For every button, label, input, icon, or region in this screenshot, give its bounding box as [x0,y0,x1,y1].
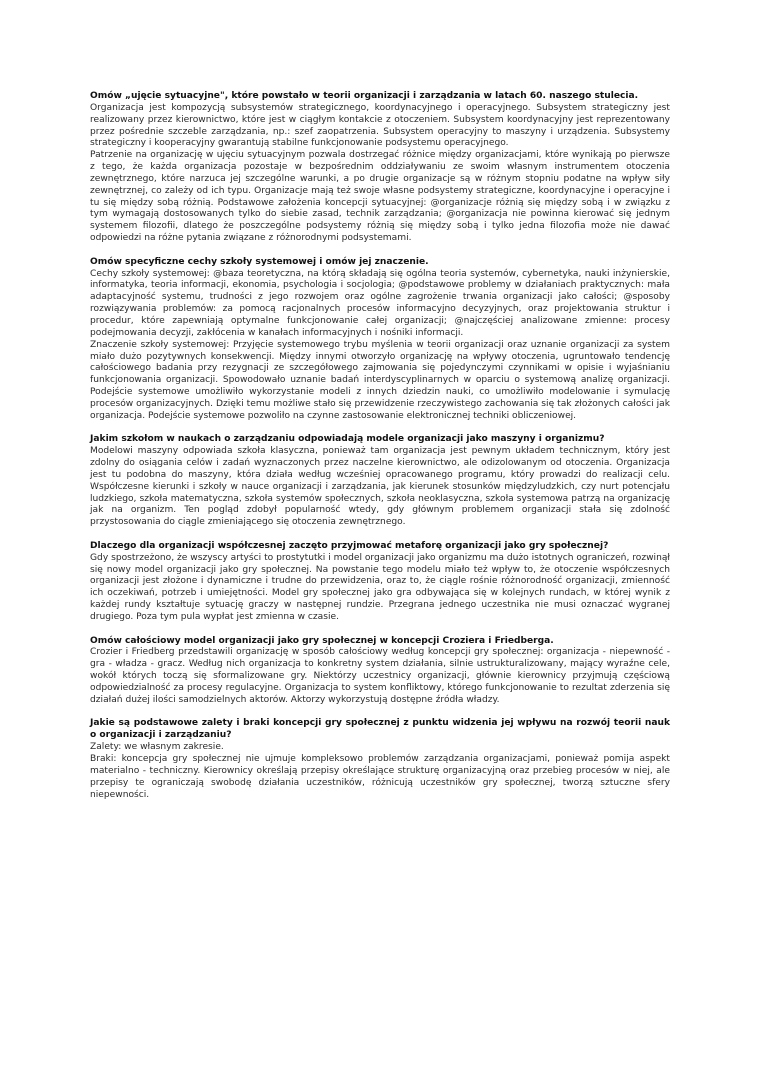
question-heading: Omów całościowy model organizacji jako gry społecznej w koncepcji Croziera i Friedberga. [90,635,554,646]
document-page [90,91,670,813]
question-heading: Omów „ujęcie sytuacyjne", które powstało w teorii organizacji i zarządzania w latach 60. naszego stulecia. [90,91,639,101]
answer-paragraph: Patrzenie na organizację w ujęciu sytuacyjnym pozwala dostrzegać różnice między organizacjami, które wynikają po pierwsze z tego, że każda organizacja pozostaje w bezpośrednim oddziaływaniu ze swoim własnym instrumentem otoczenia zewnętrznego, które narzuca jej szczególne warunki, a po drugie organizacje są w różnym stopniu podatne na wpływ siły zewnętrznej, co zależy od ich typu. Organizacje mają też swoje własne podsystemy strategiczne, koordynacyjne i operacyjne i tu się między sobą różnią. Podstawowe założenia koncepcji sytuacyjnej: @organizacje różnią się między sobą i w związku z tym wymagają dostosowanych tylko do siebie zasad, technik zarządzania; @organizacja nie powinna kierować się jednym systemem filozofii, dlatego że poszczególne podsystemy różnią się między sobą i tylko jedna filozofia może nie dawać odpowiedzi na różne pytania związane z różnorodnymi podsystemami. [90,150,670,244]
question-heading: Jakim szkołom w naukach o zarządzaniu odpowiadają modele organizacji jako maszyny i organizmu? [90,434,605,445]
section-machine-organism-models [90,434,670,529]
answer-paragraph: Braki: koncepcja gry społecznej nie ujmuje kompleksowo problemów zarządzania organizacjami, ponieważ pomija aspekt materialno - techniczny. Kierownicy określają przepisy określające strukturę organizacyjną oraz przebieg procesów w niej, ale przepisy te ograniczają swobodę działania uczestników, różnicują uczestników gry społecznej, tworzą sztuczne sfery niepewności. [90,754,670,800]
answer-paragraph: Organizacja jest kompozycją subsystemów strategicznego, koordynacyjnego i operacyjnego. Subsystem strategiczny jest realizowany przez kierownictwo, które jest w ciągłym kontakcie z otoczeniem. Subsystem koordynacyjny jest reprezentowany przez pośrednie szczeble zarządzania, np.: szef zaopatrzenia. Subsystem operacyjny to maszyny i urządzenia. Subsystemy strategiczny i kooperacyjny gwarantują stabilne funkcjonowanie podsystemu operacyjnego. [90,102,670,149]
answer-paragraph: Modelowi maszyny odpowiada szkoła klasyczna, ponieważ tam organizacja jest pewnym układem technicznym, który jest zdolny do osiągania celów i zadań wyznaczonych przez naczelne kierownictwo, ale odizolowanym od otoczenia. Organizacja jest tu podobna do maszyny, która działa według wcześniej opracowanego programu, który prowadzi do realizacji celu. Współczesne kierunki i szkoły w nauce organizacji i zarządzania, jak kierunek stosunków międzyludzkich, czy nurt potencjału ludzkiego, szkoła matematyczna, szkoła systemów społecznych, szkoła neoklasyczna, szkoła systemowa patrzą na organizację jak na organizm. Ten pogląd zdobył popularność wtedy, gdy głównym problemem organizacji stała się zdolność przystosowania do ciągle zmieniającego się otoczenia zewnętrznego. [90,446,670,528]
section-situational-approach [90,91,670,245]
question-heading: Jakie są podstawowe zalety i braki koncepcji gry społecznej z punktu widzenia jej wpływu na rozwój teorii nauk o organizacji i zarządzaniu? [90,718,670,741]
section-systems-school [90,257,670,423]
section-social-game-metaphor [90,541,670,624]
section-crozier-friedberg [90,636,670,707]
answer-paragraph: Cechy szkoły systemowej: @baza teoretyczna, na którą składają się ogólna teoria systemów, cybernetyka, nauki inżynierskie, informatyka, teoria informacji, ekonomia, psychologia i socjologia; @podstawowe problemy w działaniach praktycznych: mała adaptacyjność systemu, trudności z jego rozwojem oraz ogólne zagrożenie trwania organizacji jako całości; @sposoby rozwiązywania problemów: za pomocą racjonalnych procesów informacyjno decyzyjnych, oraz projektowania struktur i procedur, które zapewniają optymalne funkcjonowanie całej organizacji; @najczęściej analizowane zmienne: procesy podejmowania decyzji, zakłócenia w kanałach informacyjnych i nośniki informacji. [90,268,670,338]
answer-paragraph: Znaczenie szkoły systemowej: Przyjęcie systemowego trybu myślenia w teorii organizacji oraz uznanie organizacji za system miało dużo pozytywnych konsekwencji. Między innymi otworzyło organizację na wpływy otoczenia, ugruntowało tendencję całościowego badania przy rezygnacji ze szczegółowego zajmowania się pojedynczymi czynnikami w opisie i wyjaśnianiu funkcjonowania organizacji. Spowodowało uznanie badań interdyscyplinarnych w oparciu o systemową analizę organizacji. Podejście systemowe umożliwiło wykorzystanie modeli z innych dziedzin nauki, co umożliwiło modelowanie i symulację procesów organizacyjnych. Dzięki temu możliwe stało się przewidzenie rzeczywistego zachowania się tak złożonych całości jak organizacja. Podejście systemowe pozwoliło na czynne zastosowanie elektronicznej techniki obliczeniowej. [90,339,670,421]
question-heading: Dlaczego dla organizacji współczesnej zaczęto przyjmować metaforę organizacji jako gry społecznej? [90,540,609,551]
answer-paragraph: Zalety: we własnym zakresie. [90,742,224,753]
question-heading: Omów specyficzne cechy szkoły systemowej i omów jej znaczenie. [90,256,429,267]
answer-paragraph: Crozier i Friedberg przedstawili organizację w sposób całościowy według koncepcji gry społecznej: organizacja - niepewność - gra - władza - gracz. Według nich organizacja to konkretny system działania, silnie ustrukturalizowany, mający wyraźne cele, wokół których toczą się sformalizowane gry. Niektórzy uczestnicy organizacji, głównie kierownicy przyjmują częściową odpowiedzialność za procesy regulacyjne. Organizacja to system konfliktowy, którego funkcjonowanie to rezultat zderzenia się działań dużej ilości samodzielnych aktorów. Aktorzy wykorzystują dostępne źródła władzy. [90,647,670,705]
answer-paragraph: Gdy spostrzeżono, że wszyscy artyści to prostytutki i model organizacji jako organizmu ma dużo istotnych ograniczeń, rozwinął się nowy model organizacji jako gry społecznej. Na powstanie tego modelu miało też wpływ to, że otoczenie współczesnych organizacji jest złożone i dynamiczne i trudne do przewidzenia, oraz to, że ciągle rośnie różnorodność organizacji, zmienność ich oczekiwań, potrzeb i umiejętności. Model gry społecznej jako gra odbywająca się w kolejnych rundach, w której wynik z każdej rundy kształtuje sytuację graczy w następnej rundzie. Przegrana jednego uczestnika nie musi oznaczać wygranej drugiego. Poza tym pula wypłat jest zmienna w czasie. [90,552,670,622]
section-pros-cons [90,718,670,801]
